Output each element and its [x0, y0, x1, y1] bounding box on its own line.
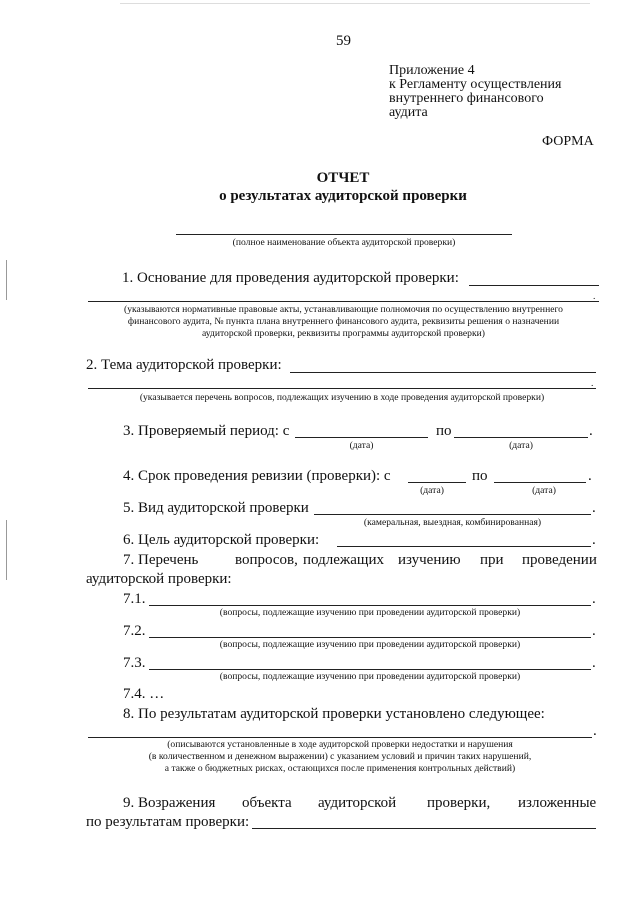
punct: . — [592, 623, 596, 639]
section-8-field — [88, 737, 592, 738]
punct: . — [588, 468, 592, 484]
section-9-word: 9. Возражения — [123, 795, 216, 811]
item-7-3-field — [149, 669, 591, 670]
punct: . — [593, 723, 597, 739]
section-3-label: 3. Проверяемый период: с — [123, 423, 290, 439]
appendix-line: к Регламенту осуществления — [389, 77, 562, 92]
section-9-word: объекта — [242, 795, 292, 811]
date-hint: (дата) — [509, 440, 533, 451]
period-from-field — [295, 437, 428, 438]
section-7-word: при — [480, 552, 504, 568]
hint-line: (указываются нормативные правовые акты, устанавливающие полномочия по осуществлению внутреннего — [124, 304, 563, 315]
section-2-hint: (указывается перечень вопросов, подлежащих изучению в ходе проведения аудиторской проверки) — [139, 392, 545, 403]
period-to-field — [454, 437, 588, 438]
date-hint: (дата) — [420, 485, 444, 496]
term-to-field — [494, 482, 586, 483]
hint-line: (в количественном и денежном выражении) с указанием условий и причин таких нарушений, — [148, 751, 532, 762]
appendix-line: внутреннего финансового — [389, 91, 544, 106]
punct: . — [592, 532, 596, 548]
section-7-word: подлежащих — [303, 552, 384, 568]
section-9-field — [252, 828, 596, 829]
section-7-line2: аудиторской проверки: — [86, 571, 232, 587]
appendix-line: аудита — [389, 105, 428, 120]
item-7-1-hint: (вопросы, подлежащие изучению при проведении аудиторской проверки) — [219, 607, 521, 618]
item-7-3-label: 7.3. — [123, 655, 146, 671]
section-2-label: 2. Тема аудиторской проверки: — [86, 357, 282, 373]
punct: . — [592, 500, 596, 516]
hint-line: аудиторской проверки, реквизиты программы аудиторской проверки) — [202, 328, 485, 339]
section-5-field — [314, 514, 591, 515]
item-7-2-label: 7.2. — [123, 623, 146, 639]
section-7-word: проведении — [522, 552, 597, 568]
scan-noise — [120, 3, 590, 4]
section-9-word: проверки, — [427, 795, 491, 811]
term-po: по — [472, 468, 488, 484]
punct: . — [592, 655, 596, 671]
section-1-label: 1. Основание для проведения аудиторской проверки: — [122, 270, 459, 286]
date-hint: (дата) — [532, 485, 556, 496]
punct: . — [592, 591, 596, 607]
item-7-2-hint: (вопросы, подлежащие изучению при проведении аудиторской проверки) — [219, 639, 521, 650]
hint-line: а также о бюджетных рисках, остающихся после применения контрольных действий) — [164, 763, 516, 774]
page-number: 59 — [336, 33, 351, 49]
hint-line: (описываются установленные в ходе аудиторской проверки недостатки и нарушения — [167, 739, 513, 750]
punct: . — [589, 423, 593, 439]
section-8-label: 8. По результатам аудиторской проверки установлено следующее: — [123, 706, 545, 722]
section-4-label: 4. Срок проведения ревизии (проверки): с — [123, 468, 391, 484]
section-5-hint: (камеральная, выездная, комбинированная) — [363, 517, 542, 528]
section-6-field — [337, 546, 591, 547]
item-7-1-label: 7.1. — [123, 591, 146, 607]
item-7-3-hint: (вопросы, подлежащие изучению при проведении аудиторской проверки) — [219, 671, 521, 682]
section-1-field — [469, 285, 599, 286]
period-po: по — [436, 423, 452, 439]
section-6-label: 6. Цель аудиторской проверки: — [123, 532, 320, 548]
doc-title: ОТЧЕТ — [316, 170, 370, 186]
item-7-1-field — [149, 605, 591, 606]
appendix-line: Приложение 4 — [389, 63, 475, 78]
section-2-field-line2 — [88, 388, 596, 389]
section-1-hint — [88, 304, 599, 340]
scan-margin-mark — [6, 520, 7, 580]
term-from-field — [408, 482, 466, 483]
section-1-field-line2 — [88, 301, 599, 302]
doc-subtitle: о результатах аудиторской проверки — [219, 188, 467, 204]
section-9-line2: по результатам проверки: — [86, 814, 250, 830]
date-hint: (дата) — [349, 440, 374, 451]
section-7-word: изучению — [398, 552, 461, 568]
section-2-field — [290, 372, 596, 373]
scan-margin-mark — [6, 260, 7, 300]
punct: . — [593, 291, 596, 302]
form-label: ФОРМА — [542, 134, 594, 149]
punct: . — [591, 378, 594, 389]
section-9-word: изложенные — [518, 795, 597, 811]
hint-line: финансового аудита, № пункта плана внутреннего финансового аудита, реквизиты решения о назначении — [127, 316, 560, 327]
appendix-block — [389, 64, 561, 120]
section-9-word: аудиторской — [318, 795, 397, 811]
item-7-2-field — [149, 637, 591, 638]
object-name-line — [176, 234, 512, 235]
item-7-4-label: 7.4. … — [123, 686, 165, 702]
object-name-hint: (полное наименование объекта аудиторской проверки) — [232, 237, 456, 248]
section-7-word: 7. Перечень — [123, 552, 199, 568]
section-5-label: 5. Вид аудиторской проверки — [123, 500, 309, 516]
section-7-word: вопросов, — [235, 552, 298, 568]
section-8-hint — [88, 739, 592, 775]
